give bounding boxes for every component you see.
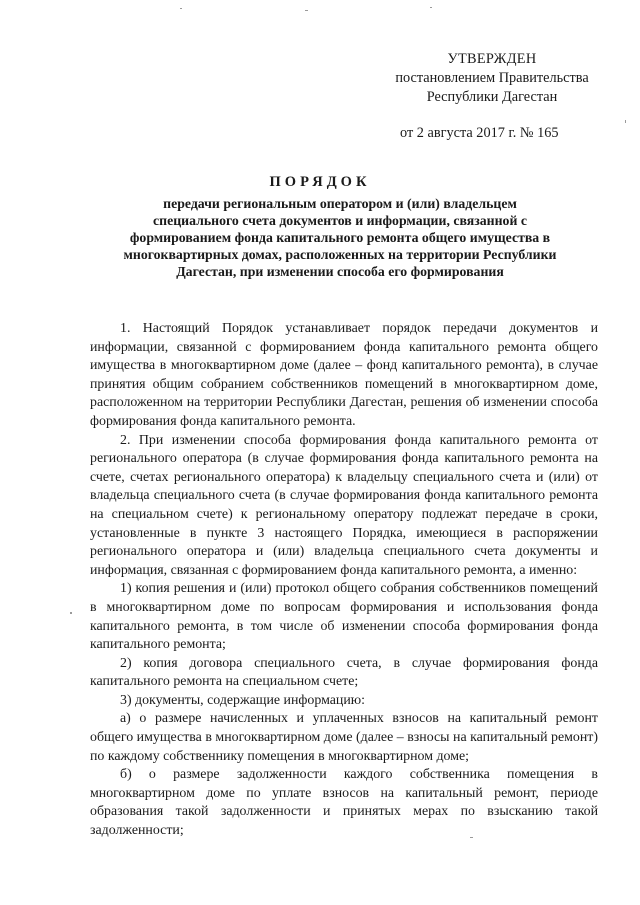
scan-speck (180, 8, 182, 9)
approval-line-2: Республики Дагестан (426, 89, 558, 105)
approval-stamp (372, 50, 612, 107)
approval-line-1: постановлением Правительства (395, 70, 589, 86)
list-item-1: 1) копия решения и (или) протокол общего собрания собственников помещений в многоквартирном доме по вопросам формирования и использования фонда капитального ремонта, в том числе об изменении способа формирования фонда капитального ремонта; (90, 581, 598, 653)
approval-date: от 2 августа 2017 г. № 165 (400, 125, 559, 141)
scan-speck (625, 120, 626, 123)
document-title: ПОРЯДОК (269, 174, 371, 190)
document-body (90, 320, 598, 841)
list-item-3: 3) документы, содержащие информацию: (120, 692, 366, 708)
scan-speck (470, 837, 473, 838)
document-subtitle: передачи региональным оператором и (или) владельцем специального счета документов и информации, связанной с формированием фонда капитального ремонта общего имущества в многоквартирных домах, расположенных на территории Республики Дагестан, при изменении способа его формирования (123, 196, 557, 279)
sub-item-a: а) о размере начисленных и уплаченных взносов на капитальный ремонт общего имущества в многоквартирном доме (далее – взносы на капитальный ремонт) по каждому собственнику помещения в многоквартирном доме; (90, 711, 598, 764)
paragraph-2: 2. При изменении способа формирования фонда капитального ремонта от регионального оператора (в случае формирования фонда капитального ремонта на счете, счетах регионального оператора) к владельцу специального счета и (или) от владельца специального счета (в случае формирования фонда капитального ремонта на специальном счете) к региональному оператору подлежат передаче в сроки, установленные в пункте 3 настоящего Порядка, имеющиеся в распоряжении регионального оператора и (или) владельца специального счета документы и информация, связанная с формированием фонда капитального ремонта, а именно: (90, 432, 598, 578)
scan-speck (305, 10, 308, 11)
approval-heading: УТВЕРЖДЕН (447, 51, 537, 67)
paragraph-1: 1. Настоящий Порядок устанавливает порядок передачи документов и информации, связанной с формированием фонда капитального ремонта общего имущества в многоквартирном доме (далее – фонд капитального ремонта), в случае принятия общим собранием собственников помещений в многоквартирном доме, расположенном на территории Республики Дагестан, решения об изменении способа формирования фонда капитального ремонта. (90, 321, 598, 429)
scan-speck (70, 612, 72, 614)
sub-item-b: б) о размере задолженности каждого собственника помещения в многоквартирном доме по уплате взносов на капитальный ремонт, периоде образования такой задолженности и принятых мерах по взысканию такой задолженности; (90, 767, 598, 839)
list-item-2: 2) копия договора специального счета, в случае формирования фонда капитального ремонта на специальном счете; (90, 655, 598, 690)
scan-speck (430, 7, 432, 8)
